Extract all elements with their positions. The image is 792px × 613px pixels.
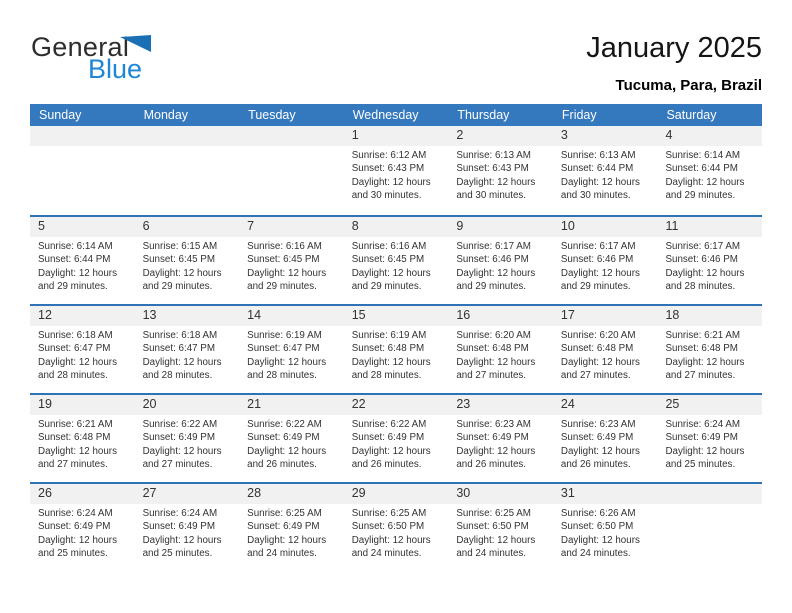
day-sunset-text: Sunset: 6:44 PM xyxy=(665,163,738,175)
week-details-row xyxy=(30,146,762,203)
day-sunrise-text: Sunrise: 6:19 AM xyxy=(351,329,427,341)
day-number: 20 xyxy=(142,397,157,411)
day-daylight-text: Daylight: 12 hours and 30 minutes. xyxy=(351,176,431,202)
day-number: 27 xyxy=(142,486,157,500)
day-sunrise-text: Sunrise: 6:25 AM xyxy=(351,507,427,519)
weekday-label: Saturday xyxy=(666,108,717,122)
week-row xyxy=(30,215,762,304)
day-number xyxy=(239,129,344,143)
day-sunrise-text: Sunrise: 6:15 AM xyxy=(142,240,218,252)
day-sunset-text: Sunset: 6:47 PM xyxy=(38,343,111,355)
day-cell xyxy=(448,415,553,472)
day-sunrise-text: Sunrise: 6:18 AM xyxy=(38,329,113,341)
day-sunset-text: Sunset: 6:50 PM xyxy=(560,521,634,533)
day-cell xyxy=(135,415,240,472)
day-sunset-text: Sunset: 6:50 PM xyxy=(456,521,529,533)
day-sunrise-text: Sunrise: 6:17 AM xyxy=(665,240,741,252)
day-daylight-text: Daylight: 12 hours and 26 minutes. xyxy=(560,445,640,471)
day-sunrise-text: Sunrise: 6:20 AM xyxy=(456,329,531,341)
day-number-strip xyxy=(30,217,762,237)
day-cell xyxy=(448,146,553,203)
day-cell xyxy=(448,237,553,294)
day-sunrise-text: Sunrise: 6:17 AM xyxy=(560,240,636,252)
day-sunrise-text: Sunrise: 6:25 AM xyxy=(247,507,322,519)
day-daylight-text: Daylight: 12 hours and 27 minutes. xyxy=(665,356,745,382)
day-number: 26 xyxy=(38,486,52,500)
day-number: 5 xyxy=(38,219,45,233)
day-daylight-text: Daylight: 12 hours and 29 minutes. xyxy=(456,267,536,293)
day-cell xyxy=(135,504,240,561)
day-cell xyxy=(344,146,449,203)
day-number: 12 xyxy=(38,308,52,322)
general-blue-logo xyxy=(31,34,171,83)
day-number: 28 xyxy=(247,486,262,500)
day-sunrise-text: Sunrise: 6:25 AM xyxy=(456,507,531,519)
day-cell xyxy=(344,237,449,294)
day-sunset-text: Sunset: 6:48 PM xyxy=(665,343,738,355)
day-daylight-text: Daylight: 12 hours and 28 minutes. xyxy=(38,356,117,382)
day-daylight-text: Daylight: 12 hours and 30 minutes. xyxy=(560,176,640,202)
day-daylight-text: Daylight: 12 hours and 27 minutes. xyxy=(38,445,117,471)
day-number: 21 xyxy=(247,397,262,411)
calendar-grid xyxy=(30,104,762,613)
day-sunset-text: Sunset: 6:45 PM xyxy=(247,254,320,266)
day-sunrise-text: Sunrise: 6:21 AM xyxy=(38,418,113,430)
day-daylight-text: Daylight: 12 hours and 29 minutes. xyxy=(38,267,117,293)
week-row xyxy=(30,393,762,482)
day-cell xyxy=(448,326,553,383)
day-number: 23 xyxy=(456,397,471,411)
day-number-strip xyxy=(30,126,762,146)
weekday-label: Sunday xyxy=(39,108,82,122)
day-cell xyxy=(30,504,135,561)
day-daylight-text: Daylight: 12 hours and 24 minutes. xyxy=(560,534,640,560)
day-number: 10 xyxy=(560,219,575,233)
day-sunset-text: Sunset: 6:48 PM xyxy=(560,343,634,355)
day-cell xyxy=(30,237,135,294)
week-details-row xyxy=(30,504,762,561)
day-sunset-text: Sunset: 6:44 PM xyxy=(560,163,634,175)
day-cell xyxy=(448,504,553,561)
day-number: 16 xyxy=(456,308,471,322)
day-number: 4 xyxy=(665,128,673,142)
day-number: 6 xyxy=(142,219,150,233)
day-number: 7 xyxy=(247,219,255,233)
day-sunrise-text: Sunrise: 6:12 AM xyxy=(351,149,427,161)
week-details-row xyxy=(30,415,762,472)
day-sunrise-text: Sunrise: 6:17 AM xyxy=(456,240,531,252)
day-cell xyxy=(553,146,658,203)
day-sunrise-text: Sunrise: 6:24 AM xyxy=(38,507,113,519)
weekday-label: Wednesday xyxy=(352,108,419,122)
day-daylight-text: Daylight: 12 hours and 30 minutes. xyxy=(456,176,536,202)
day-sunset-text: Sunset: 6:46 PM xyxy=(560,254,634,266)
day-daylight-text: Daylight: 12 hours and 28 minutes. xyxy=(142,356,222,382)
day-number: 9 xyxy=(456,219,464,233)
day-cell xyxy=(135,326,240,383)
location-subtitle: Tucuma, Para, Brazil xyxy=(615,77,762,94)
day-sunset-text: Sunset: 6:48 PM xyxy=(38,432,111,444)
week-details-row xyxy=(30,326,762,383)
day-daylight-text: Daylight: 12 hours and 24 minutes. xyxy=(456,534,536,560)
day-daylight-text: Daylight: 12 hours and 25 minutes. xyxy=(142,534,222,560)
day-cell xyxy=(657,146,762,203)
day-cell xyxy=(344,504,449,561)
day-sunrise-text: Sunrise: 6:26 AM xyxy=(560,507,636,519)
day-sunrise-text: Sunrise: 6:16 AM xyxy=(247,240,322,252)
day-number: 1 xyxy=(351,128,359,142)
day-daylight-text: Daylight: 12 hours and 29 minutes. xyxy=(142,267,222,293)
day-cell xyxy=(239,415,344,472)
day-number: 30 xyxy=(456,486,471,500)
day-number xyxy=(657,487,762,501)
week-row xyxy=(30,304,762,393)
day-daylight-text: Daylight: 12 hours and 29 minutes. xyxy=(247,267,327,293)
day-number xyxy=(30,129,135,143)
day-daylight-text: Daylight: 12 hours and 27 minutes. xyxy=(456,356,536,382)
day-daylight-text: Daylight: 12 hours and 29 minutes. xyxy=(665,176,745,202)
day-cell xyxy=(553,415,658,472)
day-sunrise-text: Sunrise: 6:22 AM xyxy=(142,418,218,430)
day-sunset-text: Sunset: 6:48 PM xyxy=(351,343,425,355)
day-sunset-text: Sunset: 6:49 PM xyxy=(351,432,425,444)
day-sunrise-text: Sunrise: 6:13 AM xyxy=(560,149,636,161)
day-cell xyxy=(553,326,658,383)
day-daylight-text: Daylight: 12 hours and 27 minutes. xyxy=(142,445,222,471)
day-sunset-text: Sunset: 6:49 PM xyxy=(456,432,529,444)
day-cell xyxy=(657,326,762,383)
week-row xyxy=(30,126,762,215)
day-daylight-text: Daylight: 12 hours and 26 minutes. xyxy=(351,445,431,471)
day-number: 11 xyxy=(665,219,679,233)
day-sunrise-text: Sunrise: 6:13 AM xyxy=(456,149,531,161)
day-cell xyxy=(657,415,762,472)
day-sunset-text: Sunset: 6:49 PM xyxy=(38,521,111,533)
weekday-label: Monday xyxy=(143,108,189,122)
day-number: 19 xyxy=(38,397,52,411)
week-details-row xyxy=(30,237,762,294)
day-cell xyxy=(30,326,135,383)
logo-text-blue: Blue xyxy=(88,54,143,84)
day-sunset-text: Sunset: 6:46 PM xyxy=(456,254,529,266)
weekday-label: Thursday xyxy=(457,108,510,122)
day-sunset-text: Sunset: 6:49 PM xyxy=(247,521,320,533)
day-sunset-text: Sunset: 6:49 PM xyxy=(665,432,738,444)
day-cell xyxy=(344,326,449,383)
day-sunrise-text: Sunrise: 6:21 AM xyxy=(665,329,741,341)
day-cell xyxy=(239,237,344,294)
page-title: January 2025 xyxy=(586,32,762,64)
day-sunset-text: Sunset: 6:49 PM xyxy=(560,432,634,444)
weekday-label: Friday xyxy=(561,108,597,122)
weekday-header-row xyxy=(30,104,762,126)
day-number-strip xyxy=(30,395,762,415)
day-cell xyxy=(657,237,762,294)
empty-day-cell xyxy=(135,146,240,203)
day-number: 31 xyxy=(560,486,575,500)
day-sunset-text: Sunset: 6:50 PM xyxy=(351,521,425,533)
day-cell xyxy=(239,504,344,561)
day-sunset-text: Sunset: 6:47 PM xyxy=(142,343,216,355)
day-sunset-text: Sunset: 6:49 PM xyxy=(247,432,320,444)
day-number: 29 xyxy=(351,486,366,500)
day-daylight-text: Daylight: 12 hours and 26 minutes. xyxy=(456,445,536,471)
weekday-label: Tuesday xyxy=(248,108,296,122)
day-sunrise-text: Sunrise: 6:23 AM xyxy=(456,418,531,430)
day-cell xyxy=(344,415,449,472)
day-number-strip xyxy=(30,306,762,326)
empty-day-cell xyxy=(239,146,344,203)
day-cell xyxy=(30,415,135,472)
day-sunrise-text: Sunrise: 6:20 AM xyxy=(560,329,636,341)
day-number: 14 xyxy=(247,308,262,322)
week-row xyxy=(30,482,762,613)
day-number: 17 xyxy=(560,308,575,322)
day-daylight-text: Daylight: 12 hours and 27 minutes. xyxy=(560,356,640,382)
day-sunset-text: Sunset: 6:47 PM xyxy=(247,343,320,355)
day-cell xyxy=(553,504,658,561)
day-sunset-text: Sunset: 6:46 PM xyxy=(665,254,738,266)
day-sunset-text: Sunset: 6:45 PM xyxy=(142,254,216,266)
day-number: 2 xyxy=(456,128,464,142)
day-number: 18 xyxy=(665,308,680,322)
day-daylight-text: Daylight: 12 hours and 25 minutes. xyxy=(665,445,745,471)
day-number: 15 xyxy=(351,308,366,322)
day-sunrise-text: Sunrise: 6:23 AM xyxy=(560,418,636,430)
day-sunset-text: Sunset: 6:43 PM xyxy=(351,163,425,175)
day-sunset-text: Sunset: 6:45 PM xyxy=(351,254,425,266)
day-number: 25 xyxy=(665,397,680,411)
empty-day-cell xyxy=(657,504,762,561)
day-daylight-text: Daylight: 12 hours and 28 minutes. xyxy=(665,267,745,293)
day-sunrise-text: Sunrise: 6:14 AM xyxy=(38,240,113,252)
day-sunset-text: Sunset: 6:48 PM xyxy=(456,343,529,355)
day-sunrise-text: Sunrise: 6:14 AM xyxy=(665,149,741,161)
day-number: 22 xyxy=(351,397,366,411)
day-number: 24 xyxy=(560,397,575,411)
day-daylight-text: Daylight: 12 hours and 24 minutes. xyxy=(247,534,327,560)
day-number: 13 xyxy=(142,308,157,322)
day-cell xyxy=(553,237,658,294)
day-number: 3 xyxy=(560,128,568,142)
day-number xyxy=(135,129,240,143)
day-cell xyxy=(239,326,344,383)
day-daylight-text: Daylight: 12 hours and 26 minutes. xyxy=(247,445,327,471)
day-sunset-text: Sunset: 6:49 PM xyxy=(142,432,216,444)
logo-text-general: General xyxy=(31,32,130,62)
day-sunrise-text: Sunrise: 6:24 AM xyxy=(142,507,218,519)
day-daylight-text: Daylight: 12 hours and 25 minutes. xyxy=(38,534,117,560)
day-sunset-text: Sunset: 6:49 PM xyxy=(142,521,216,533)
day-cell xyxy=(135,237,240,294)
day-daylight-text: Daylight: 12 hours and 29 minutes. xyxy=(560,267,640,293)
day-sunrise-text: Sunrise: 6:22 AM xyxy=(247,418,322,430)
day-sunset-text: Sunset: 6:43 PM xyxy=(456,163,529,175)
day-daylight-text: Daylight: 12 hours and 28 minutes. xyxy=(351,356,431,382)
day-sunset-text: Sunset: 6:44 PM xyxy=(38,254,111,266)
day-number: 8 xyxy=(351,219,359,233)
day-sunrise-text: Sunrise: 6:16 AM xyxy=(351,240,427,252)
day-daylight-text: Daylight: 12 hours and 29 minutes. xyxy=(351,267,431,293)
day-sunrise-text: Sunrise: 6:22 AM xyxy=(351,418,427,430)
day-number-strip xyxy=(30,484,762,504)
day-sunrise-text: Sunrise: 6:24 AM xyxy=(665,418,741,430)
day-sunrise-text: Sunrise: 6:18 AM xyxy=(142,329,218,341)
day-daylight-text: Daylight: 12 hours and 24 minutes. xyxy=(351,534,431,560)
day-sunrise-text: Sunrise: 6:19 AM xyxy=(247,329,322,341)
day-daylight-text: Daylight: 12 hours and 28 minutes. xyxy=(247,356,327,382)
empty-day-cell xyxy=(30,146,135,203)
